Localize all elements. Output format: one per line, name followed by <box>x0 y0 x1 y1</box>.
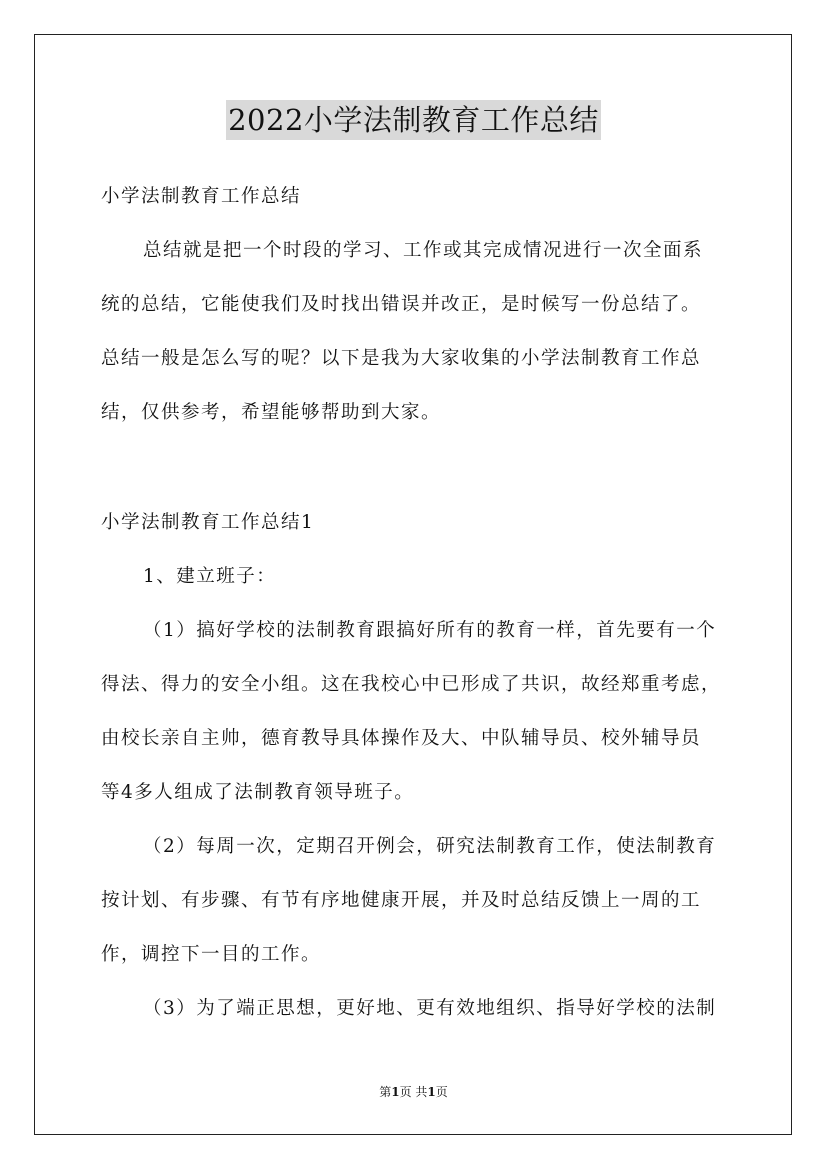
paragraph-line: 按计划、有步骤、有节有序地健康开展，并及时总结反馈上一周的工 <box>101 890 702 911</box>
current-page-number: 1 <box>391 1085 400 1099</box>
paragraph-line: 结，仅供参考，希望能够帮助到大家。 <box>101 402 442 423</box>
paragraph-line: 总结一般是怎么写的呢？以下是我为大家收集的小学法制教育工作总 <box>101 348 702 369</box>
document-title: 2022小学法制教育工作总结 <box>226 100 601 140</box>
paragraph-line: 统的总结，它能使我们及时找出错误并改正，是时候写一份总结了。 <box>101 294 702 315</box>
paragraph-line: （3）为了端正思想，更好地、更有效地组织、指导好学校的法制 <box>143 998 717 1019</box>
paragraph-line: （2）每周一次，定期召开例会，研究法制教育工作，使法制教育 <box>143 836 717 857</box>
title-wrap <box>0 100 827 140</box>
paragraph-line: （1）搞好学校的法制教育跟搞好所有的教育一样，首先要有一个 <box>143 620 717 641</box>
footer-prefix: 第 <box>379 1085 392 1099</box>
footer-mid: 页 共 <box>399 1085 428 1099</box>
paragraph-line: 等4多人组成了法制教育领导班子。 <box>101 782 415 803</box>
section-heading: 小学法制教育工作总结 <box>101 186 302 207</box>
section-heading: 小学法制教育工作总结1 <box>101 512 315 533</box>
paragraph-line: 总结就是把一个时段的学习、工作或其完成情况进行一次全面系 <box>143 240 704 261</box>
subsection-heading: 1、建立班子： <box>143 566 277 587</box>
paragraph-line: 作，调控下一目的工作。 <box>101 944 322 965</box>
paragraph-line: 由校长亲自主帅，德育教导具体操作及大、中队辅导员、校外辅导员 <box>101 728 702 749</box>
total-page-number: 1 <box>427 1085 436 1099</box>
page-footer <box>0 1083 827 1100</box>
paragraph-line: 得法、得力的安全小组。这在我校心中已形成了共识，故经郑重考虑， <box>101 674 722 695</box>
footer-suffix: 页 <box>435 1085 448 1099</box>
